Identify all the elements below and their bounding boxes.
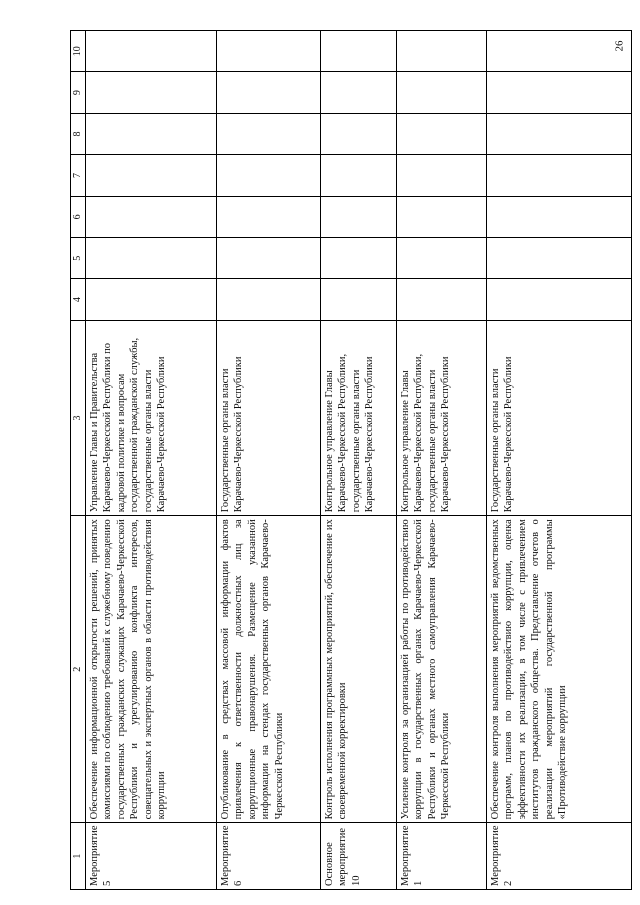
measure-name-cell: Мероприятие 5 <box>86 823 217 890</box>
executor-cell: Контрольное управление Главы Карачаево-Черкесской Республики, государственные органы власти Карачаево-Черкесской Республики <box>397 320 487 515</box>
empty-cell <box>321 113 397 154</box>
empty-cell <box>86 72 217 113</box>
column-number: 6 <box>71 196 86 237</box>
column-number: 3 <box>71 320 86 515</box>
empty-cell <box>217 72 321 113</box>
column-number: 7 <box>71 155 86 196</box>
empty-cell <box>86 196 217 237</box>
empty-cell <box>321 238 397 279</box>
empty-cell <box>217 113 321 154</box>
empty-cell <box>217 196 321 237</box>
table-row <box>217 31 321 890</box>
measure-name-cell: Мероприятие 6 <box>217 823 321 890</box>
table-row <box>397 31 487 890</box>
empty-cell <box>217 238 321 279</box>
executor-cell: Государственные органы власти Карачаево-Черкесской Республики <box>217 320 321 515</box>
measure-name-cell: Основное мероприятие 10 <box>321 823 397 890</box>
column-number: 8 <box>71 113 86 154</box>
column-number: 4 <box>71 279 86 320</box>
empty-cell <box>86 155 217 196</box>
empty-cell <box>321 279 397 320</box>
document-table-region <box>70 30 630 890</box>
empty-cell <box>487 238 632 279</box>
table-row <box>487 31 632 890</box>
empty-cell <box>321 155 397 196</box>
empty-cell <box>86 31 217 72</box>
empty-cell <box>487 155 632 196</box>
empty-cell <box>217 31 321 72</box>
program-measures-table <box>70 30 632 890</box>
empty-cell <box>397 155 487 196</box>
rotated-table-container <box>70 30 630 890</box>
empty-cell <box>217 279 321 320</box>
column-number: 10 <box>71 31 86 72</box>
empty-cell <box>86 113 217 154</box>
empty-cell <box>397 31 487 72</box>
table-row <box>321 31 397 890</box>
empty-cell <box>397 113 487 154</box>
empty-cell <box>321 72 397 113</box>
column-number: 2 <box>71 516 86 823</box>
empty-cell <box>397 238 487 279</box>
empty-cell <box>321 196 397 237</box>
measure-name-cell: Мероприятие 1 <box>397 823 487 890</box>
measure-description-cell: Усиление контроля за организацией работы по противодействию коррупции в государственных органах Карачаево-Черкесской Республики и органах местного самоуправления Карачаево-Черкесской Республики <box>397 516 487 823</box>
empty-cell <box>397 196 487 237</box>
executor-cell: Контрольное управление Главы Карачаево-Черкесской Республики, государственные органы власти Карачаево-Черкесской Республики <box>321 320 397 515</box>
empty-cell <box>86 238 217 279</box>
measure-description-cell: Опубликование в средствах массовой информации фактов привлечения к ответственности должностных лиц за коррупционные правонарушения. Размещение указанной информации на стендах государственных органов Карачаево-Черкесской Республики <box>217 516 321 823</box>
table-row <box>86 31 217 890</box>
empty-cell <box>397 72 487 113</box>
executor-cell: Государственные органы власти Карачаево-Черкесской Республики <box>487 320 632 515</box>
measure-description-cell: Обеспечение контроля выполнения мероприятий ведомственных программ, планов по противодействию коррупции, оценка эффективности их реализации, в том числе с привлечением институтов гражданского общества. Представление отчетов о реализации мероприятий государственной программы «Противодействие коррупции <box>487 516 632 823</box>
empty-cell <box>217 155 321 196</box>
page-number: 26 <box>613 40 626 52</box>
empty-cell <box>487 196 632 237</box>
empty-cell <box>487 279 632 320</box>
empty-cell <box>397 279 487 320</box>
empty-cell <box>487 72 632 113</box>
empty-cell <box>86 279 217 320</box>
measure-description-cell: Обеспечение информационной открытости решений, принятых комиссиями по соблюдению требований к служебному поведению государственных гражданских служащих Карачаево-Черкесской Республики и урегулированию конфликта интересов, совещательных и экспертных органов в области противодействия коррупции <box>86 516 217 823</box>
measure-name-cell: Мероприятие 2 <box>487 823 632 890</box>
measure-description-cell: Контроль исполнения программных мероприятий, обеспечение их своевременной корректировки <box>321 516 397 823</box>
column-number: 5 <box>71 238 86 279</box>
column-number: 9 <box>71 72 86 113</box>
empty-cell <box>487 31 632 72</box>
column-number: 1 <box>71 823 86 890</box>
column-number-row <box>71 31 86 890</box>
empty-cell <box>487 113 632 154</box>
empty-cell <box>321 31 397 72</box>
executor-cell: Управление Главы и Правительства Карачаево-Черкесской Республики по кадровой политике и вопросам государственной гражданской службы, государственные органы власти Карачаево-Черкесской Республики <box>86 320 217 515</box>
